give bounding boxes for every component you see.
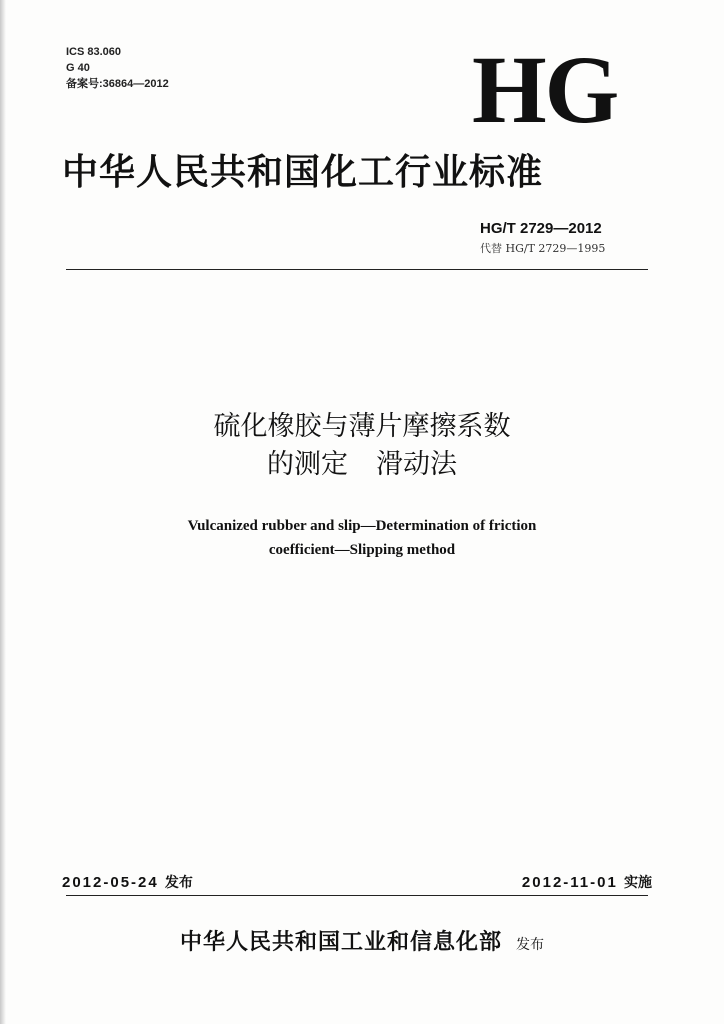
scan-edge (0, 0, 6, 1024)
english-title-line-1: Vulcanized rubber and slip—Determination of friction (187, 518, 537, 534)
classification-block (66, 44, 169, 92)
english-title-line-2: coefficient—Slipping method (268, 542, 456, 558)
standard-category-title: 中华人民共和国化工行业标准 (62, 151, 544, 193)
bottom-divider (66, 895, 648, 896)
publisher-line (0, 928, 724, 956)
chinese-title-line-2 (0, 446, 724, 484)
ics-code: ICS 83.060 (66, 46, 122, 58)
replaces-standard: 代替 HG/T 2729—1995 (480, 242, 606, 255)
chinese-title-line-1: 硫化橡胶与薄片摩擦系数 (213, 411, 511, 442)
publisher-action: 发布 (516, 937, 544, 953)
publisher-name: 中华人民共和国工业和信息化部 (179, 929, 502, 955)
chinese-title-part-a: 的测定 (267, 449, 348, 480)
ccs-code: G 40 (66, 62, 90, 74)
issue-date (62, 874, 193, 892)
issue-date-value: 2012-05-24 (62, 874, 159, 891)
chinese-title (0, 408, 724, 484)
implementation-date-value: 2012-11-01 (521, 874, 618, 891)
standard-code: HG/T 2729—2012 (480, 220, 602, 237)
english-title (0, 514, 724, 562)
implementation-label: 实施 (624, 875, 652, 891)
chinese-title-part-b: 滑动法 (376, 449, 457, 480)
issue-label: 发布 (164, 875, 193, 891)
hg-logo: HG (472, 36, 618, 143)
top-divider (66, 269, 648, 270)
record-number: 备案号:36864—2012 (66, 78, 169, 90)
implementation-date (522, 874, 652, 892)
